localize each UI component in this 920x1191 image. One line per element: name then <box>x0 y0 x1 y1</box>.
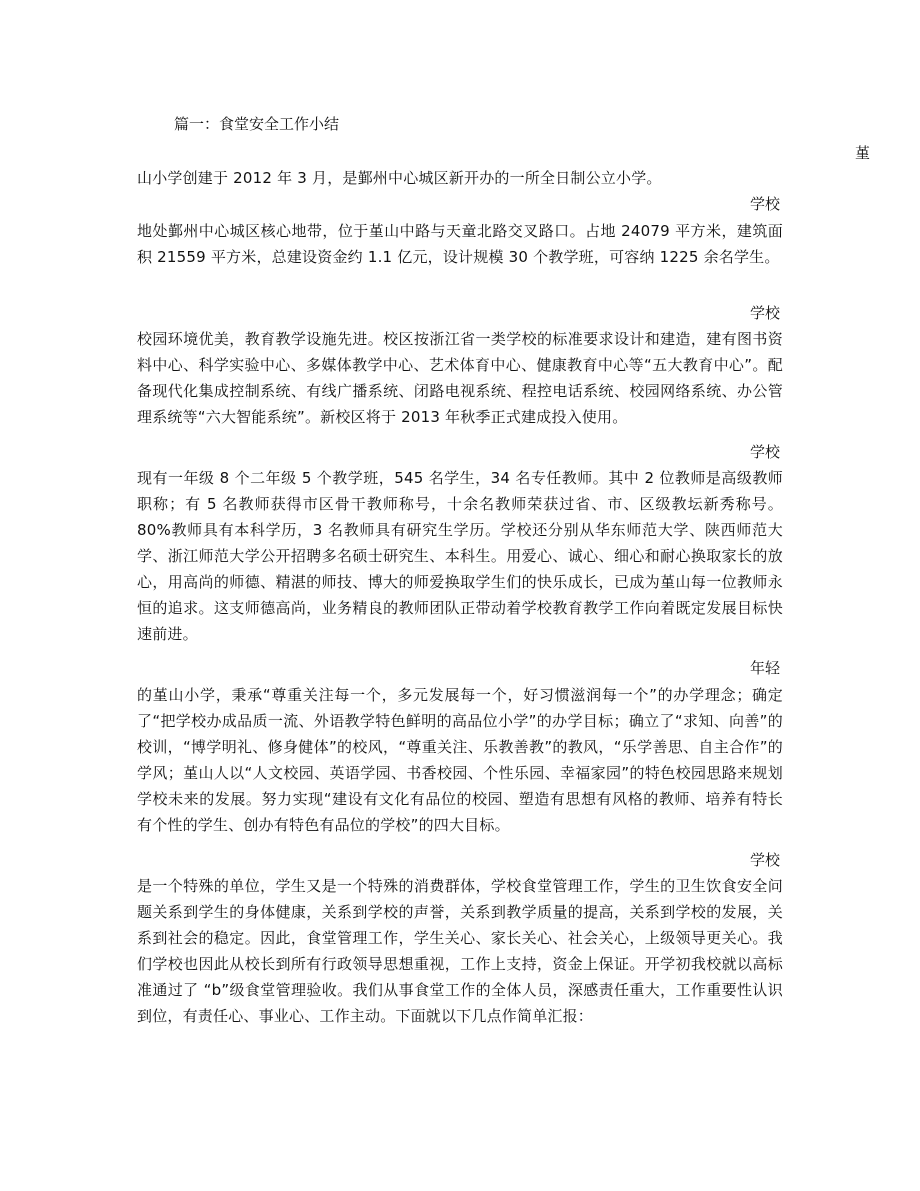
paragraph: 是一个特殊的单位，学生又是一个特殊的消费群体，学校食堂管理工作，学生的卫生饮食安全问题关系到学生的身体健康，关系到学校的声誉，关系到教学质量的提高，关系到学校的发展，关系到社会的稳定。因此，食堂管理工作，学生关心、家长关心、社会关心，上级领导更关心。我们学校也因此从校长到所有行政领导思想重视，工作上支持，资金上保证。开学初我校就以高标准通过了 “b”级食堂管理验收。我们从事食堂工作的全体人员，深感责任重大，工作重要性认识到位，有责任心、事业心、工作主动。下面就以下几点作简单汇报： <box>137 877 783 1025</box>
section-lead-word: 学校 <box>749 195 780 213</box>
paragraph: 地处鄞州中心城区核心地带，位于堇山中路与天童北路交叉路口。占地 24079 平方米，建筑面积 21559 平方米，总建设资金约 1.1 亿元，设计规模 30 个教学班，可容纳 1225 余名学生。 <box>137 222 783 266</box>
section-lead-word: 年轻 <box>749 659 780 677</box>
paragraph: 校园环境优美，教育教学设施先进。校区按浙江省一类学校的标准要求设计和建造，建有图书资料中心、科学实验中心、多媒体教学中心、艺术体育中心、健康教育中心等“五大教育中心”。配备现代化集成控制系统、有线广播系统、闭路电视系统、程控电话系统、校园网络系统、办公管理系统等“六大智能系统”。新校区将于 2013 年秋季正式建成投入使用。 <box>137 330 783 426</box>
paragraph: 的堇山小学，秉承“尊重关注每一个，多元发展每一个，好习惯滋润每一个”的办学理念；确定了“把学校办成品质一流、外语教学特色鲜明的高品位小学”的办学目标；确立了“求知、向善”的校训，“博学明礼、修身健体”的校风，“尊重关注、乐教善教”的教风，“乐学善思、自主合作”的学风；堇山人以“人文校园、英语学园、书香校园、个性乐园、幸福家园”的特色校园思路来规划学校未来的发展。努力实现“建设有文化有品位的校园、塑造有思想有风格的教师、培养有特长有个性的学生、创办有特色有品位的学校”的四大目标。 <box>137 686 783 834</box>
section-lead-word: 学校 <box>749 443 780 461</box>
paragraph: 山小学创建于 2012 年 3 月，是鄞州中心城区新开办的一所全日制公立小学。 <box>137 169 662 187</box>
section-lead-word: 学校 <box>749 851 780 869</box>
document-heading: 篇一：食堂安全工作小结 <box>174 115 340 133</box>
section-lead-word: 学校 <box>749 304 780 322</box>
section-lead-word: 堇 <box>854 144 870 162</box>
paragraph: 现有一年级 8 个二年级 5 个教学班，545 名学生，34 名专任教师。其中 2 位教师是高级教师职称；有 5 名教师获得市区骨干教师称号，十余名教师荣获过省、市、区级教坛新秀称号。80%教师具有本科学历，3 名教师具有研究生学历。学校还分别从华东师范大学、陕西师范大学、浙江师范大学公开招聘多名硕士研究生、本科生。用爱心、诚心、细心和耐心换取家长的放心，用高尚的师德、精湛的师技、博大的师爱换取学生们的快乐成长，已成为堇山每一位教师永恒的追求。这支师德高尚，业务精良的教师团队正带动着学校教育教学工作向着既定发展目标快速前进。 <box>137 469 783 643</box>
